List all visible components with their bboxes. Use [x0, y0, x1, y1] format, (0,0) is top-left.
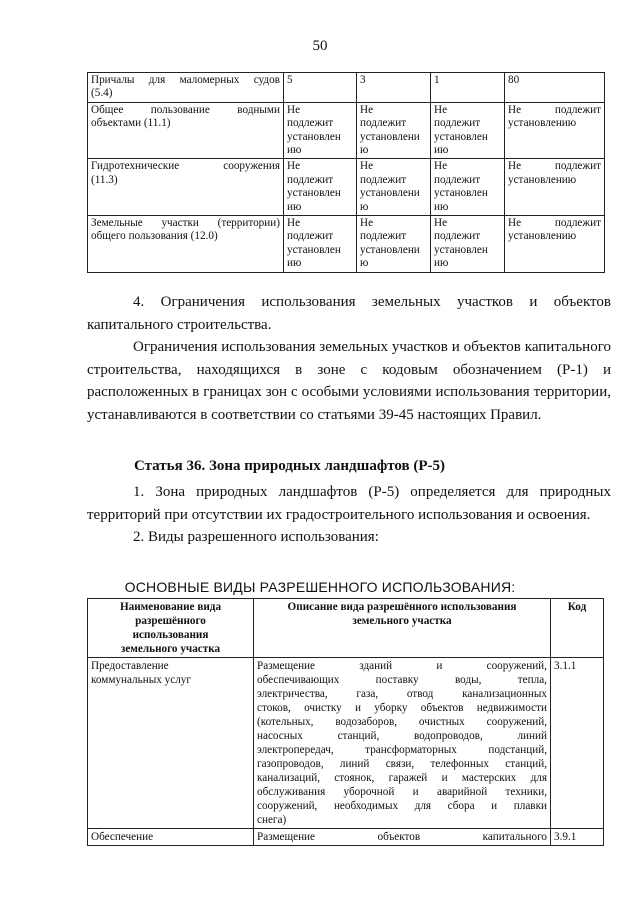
cell-code: 3.9.1 — [551, 829, 604, 846]
header-line: разрешённого — [135, 615, 206, 627]
table-header-row — [88, 599, 604, 658]
cell-line: электричества, газа, отвод канализационных — [257, 688, 547, 700]
cell-line: установлени — [360, 187, 420, 200]
cell-line: канализаций, стоянок, гаражей и мастерских для — [257, 772, 547, 784]
header-line: использования — [132, 629, 209, 641]
cell-value — [284, 216, 357, 273]
cell-line: общего пользования (12.0) — [91, 230, 218, 243]
cell-object-name — [88, 159, 284, 216]
page-number: 50 — [312, 38, 328, 54]
table-row — [88, 159, 605, 216]
cell-line: установлен — [287, 187, 341, 200]
cell-line: сооружений, необходимых для сбора и плавки — [257, 800, 547, 812]
cell-line: 3 — [360, 74, 366, 86]
cell-object-name — [88, 216, 284, 273]
cell-line: установлен — [434, 187, 488, 200]
article-heading: Статья 36. Зона природных ландшафтов (Р-5) — [134, 458, 445, 474]
cell-line: электропередач, трансформаторных подстанций, — [257, 744, 547, 756]
cell-line: подлежит — [434, 230, 481, 243]
cell-line: Причалы для маломерных судов — [91, 74, 280, 86]
cell-line: (5.4) — [91, 87, 113, 100]
cell-line: ю — [360, 200, 369, 213]
table-row — [88, 102, 605, 159]
cell-line: установлению — [508, 173, 577, 186]
cell-line: Размещение зданий и сооружений, — [257, 660, 547, 672]
cell-line: обслуживания уборочной и аварийной техники, — [257, 786, 547, 798]
cell-code: 3.1.1 — [551, 658, 604, 829]
zone-description-section — [87, 481, 611, 549]
cell-object-name — [88, 102, 284, 159]
cell-value — [505, 73, 605, 103]
height-limits-table — [87, 72, 605, 273]
cell-value — [431, 216, 505, 273]
cell-line: Размещение объектов капитального — [257, 831, 547, 843]
cell-line: установлен — [434, 243, 488, 256]
cell-line: ию — [287, 200, 302, 213]
cell-value — [284, 73, 357, 103]
cell-line: установлен — [287, 130, 341, 143]
paragraph-restrictions-body: Ограничения использования земельных участков и объектов капитального строительства, находящихся в зоне с кодовым обозначением (Р-1) и расположенных в границах зон с особыми условиями использования территории, устанавливаются в соответствии со статьями 39-45 настоящих Правил. — [87, 339, 611, 423]
cell-line: 1 — [434, 74, 440, 86]
cell-usage-name — [88, 658, 254, 829]
header-usage-description — [254, 599, 551, 658]
cell-line: подлежит — [360, 117, 407, 130]
cell-line: Не — [434, 103, 448, 116]
cell-line: подлежит — [434, 117, 481, 130]
cell-line: (котельных, водозаборов, очистных сооружений, — [257, 716, 547, 728]
cell-value — [357, 216, 431, 273]
cell-line: коммунальных услуг — [91, 674, 191, 686]
cell-line: Не подлежит — [508, 217, 601, 230]
cell-line: Не — [360, 160, 374, 173]
cell-line: подлежит — [360, 173, 407, 186]
restrictions-section — [87, 291, 611, 426]
cell-value — [431, 159, 505, 216]
cell-line: установлению — [508, 230, 577, 243]
cell-line: ию — [434, 257, 449, 270]
cell-line: Не — [434, 160, 448, 173]
cell-line: Земельные участки (территории) — [91, 217, 280, 230]
cell-line: Не — [287, 160, 301, 173]
table-row — [88, 829, 604, 846]
cell-usage-name — [88, 829, 254, 846]
cell-line: Не подлежит — [508, 160, 601, 173]
header-usage-name — [88, 599, 254, 658]
cell-value — [505, 102, 605, 159]
paragraph-zone-definition: 1. Зона природных ландшафтов (Р-5) определяется для природных территорий при отсутствии их градостроительного использования и освоения. — [87, 484, 611, 523]
cell-line: установлени — [360, 130, 420, 143]
cell-value — [431, 73, 505, 103]
cell-line: газопроводов, линий связи, телефонных станций, — [257, 758, 547, 770]
table-row — [88, 216, 605, 273]
header-line: земельного участка — [352, 615, 452, 627]
cell-line: объектами (11.1) — [91, 117, 171, 130]
cell-line: Не — [360, 217, 374, 230]
cell-line: Гидротехнические сооружения — [91, 160, 280, 173]
cell-line: Не — [360, 103, 374, 116]
table-row — [88, 658, 604, 829]
cell-line: ию — [287, 257, 302, 270]
cell-line: Не — [287, 217, 301, 230]
cell-usage-description — [254, 829, 551, 846]
cell-value — [284, 159, 357, 216]
cell-value — [284, 102, 357, 159]
cell-line: ю — [360, 144, 369, 157]
cell-line: установлению — [508, 117, 577, 130]
cell-line: Общее пользование водными — [91, 103, 280, 116]
cell-value — [505, 216, 605, 273]
cell-line: насосных станций, водопроводов, линий — [257, 730, 547, 742]
cell-line: Обеспечение — [91, 831, 154, 843]
cell-line: ию — [434, 144, 449, 157]
cell-line: 5 — [287, 74, 293, 86]
cell-value — [357, 73, 431, 103]
cell-line: подлежит — [287, 117, 334, 130]
cell-object-name — [88, 73, 284, 103]
table-row — [88, 73, 605, 103]
cell-line: ию — [434, 200, 449, 213]
cell-line: установлен — [434, 130, 488, 143]
cell-line: установлен — [287, 243, 341, 256]
cell-line: снега) — [257, 814, 287, 826]
header-line: Описание вида разрешённого использования — [287, 601, 517, 613]
cell-value — [431, 102, 505, 159]
header-code: Код — [551, 599, 604, 658]
cell-line: Не — [434, 217, 448, 230]
cell-line: установлени — [360, 243, 420, 256]
cell-line: ию — [287, 144, 302, 157]
cell-usage-description — [254, 658, 551, 829]
cell-line: ю — [360, 257, 369, 270]
cell-line: подлежит — [287, 173, 334, 186]
paragraph-restrictions-heading: 4. Ограничения использования земельных участков и объектов капитального строительства. — [87, 294, 611, 333]
cell-line: Не подлежит — [508, 103, 601, 116]
cell-line: подлежит — [287, 230, 334, 243]
cell-value — [505, 159, 605, 216]
cell-line: стоков, очистку и уборку объектов недвижимости — [257, 702, 547, 714]
header-line: земельного участка — [120, 643, 221, 655]
table-title: ОСНОВНЫЕ ВИДЫ РАЗРЕШЕННОГО ИСПОЛЬЗОВАНИЯ: — [124, 579, 516, 595]
cell-line: подлежит — [360, 230, 407, 243]
cell-line: обеспечивающих поставку воды, тепла, — [257, 674, 547, 686]
cell-line: (11.3) — [91, 173, 118, 186]
paragraph-usage-types: 2. Виды разрешенного использования: — [133, 529, 379, 545]
cell-line: подлежит — [434, 173, 481, 186]
header-line: Наименование вида — [119, 601, 222, 613]
cell-line: Предоставление — [91, 660, 169, 672]
usage-types-table — [87, 598, 604, 846]
cell-value — [357, 102, 431, 159]
cell-line: 80 — [508, 74, 520, 86]
cell-line: Не — [287, 103, 301, 116]
cell-value — [357, 159, 431, 216]
